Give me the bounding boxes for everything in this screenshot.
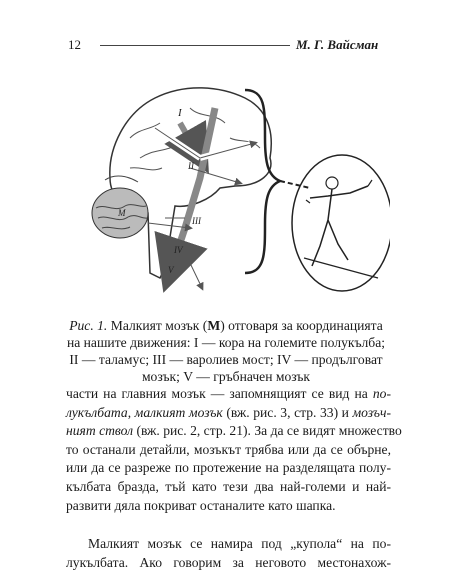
p1-line-6: кълбата бразда, тъй като тези два най-големи и най- [66,478,391,494]
balancing-person-icon [292,155,390,291]
brain-outline [110,88,271,278]
p1-line-1: части на главния мозък — запомнящият се вид на по- [66,386,391,401]
p1-line-3: ният ствол (вж. рис. 2, стр. 21). За да се видят множество [66,423,402,439]
p2-line-1: Малкият мозък се намира под „купола“ на по- [88,536,391,551]
brain-illustration [70,68,390,310]
label-III: III [192,216,201,226]
p1-line-2: лукълбата, малкият мозък (вж. рис. 3, стр. 33) и мозъч- [66,404,391,420]
label-IV: IV [174,245,183,255]
cerebellum [92,176,148,238]
paragraph-2 [66,535,391,572]
caption-text-1: Малкият мозък ( [107,318,208,333]
p1-line-7: развити дяла покриват останалите като шапка. [66,497,336,513]
page-number: 12 [68,37,81,52]
p1-line-4: то останали детайли, мозъкът трябва или да се обърне, [66,441,391,457]
label-M: M [118,208,126,218]
label-V: V [168,265,174,275]
caption-text-2: ) отговаря за координацията на нашите движения: I — кора на големите полукълба; II — таламус; III — варолиев мост; IV — продълговат мозък; V — гръбначен мозък [66,318,386,384]
figure-caption [66,317,386,385]
label-II: II [188,161,194,171]
running-head: М. Г. Вайсман [296,37,379,52]
p1-line-5: или да се разреже по протежение на разделящата полу- [66,460,391,476]
header-rule [100,45,290,46]
caption-bold-m: М [207,318,221,333]
p2-line-2: лукълбата. Ако говорим за неговото местонахож- [66,554,391,570]
paragraph-1 [66,385,402,515]
caption-label: Рис. 1. [69,318,108,333]
brain-figure [70,68,390,310]
label-I: I [178,107,182,119]
curly-brace [245,90,280,273]
